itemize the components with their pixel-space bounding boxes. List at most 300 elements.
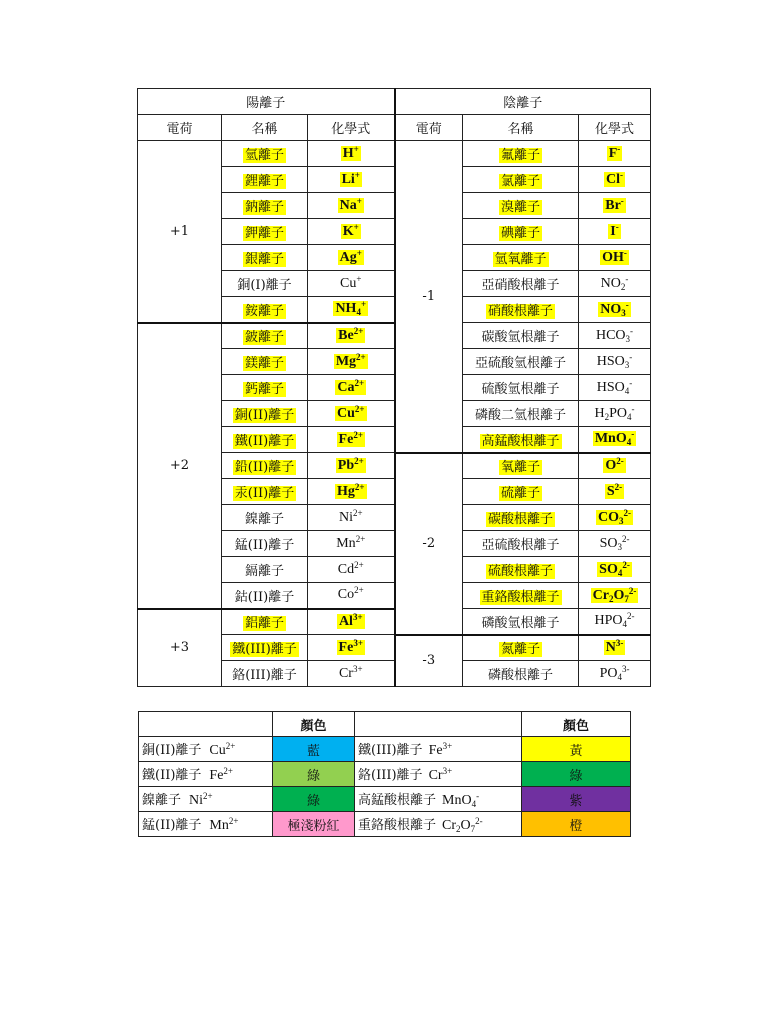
formula-part: Cu: [336, 405, 355, 421]
formula-part: 4: [626, 437, 632, 448]
formula-part: Br: [605, 197, 621, 213]
cation-name-text: 鈷(II)離子: [234, 589, 295, 605]
cation-formula: [308, 557, 395, 583]
cation-name: [222, 583, 308, 609]
formula-part: NH: [335, 301, 357, 317]
formula-part: Ca: [337, 379, 355, 395]
cation-name: [222, 245, 308, 271]
formula-part: 4: [471, 799, 477, 809]
cation-formula-text: [338, 663, 363, 681]
anion-name: [463, 453, 579, 479]
formula-part: S: [606, 483, 615, 499]
formula-part: Fe: [428, 743, 443, 758]
color-ion-left: [139, 812, 273, 837]
anion-formula-text: [595, 325, 634, 344]
formula-part: H: [342, 145, 354, 161]
anion-formula-text: [605, 481, 624, 499]
anion-name-text: 碳酸氫根離子: [481, 330, 560, 345]
formula-part: Cr: [592, 587, 609, 603]
formula-part: CO: [598, 509, 620, 525]
formula-part: 2+: [354, 585, 364, 596]
anion-formula: [579, 427, 651, 453]
color-header-left: 顏色: [273, 712, 355, 737]
anion-name-text: 氯離子: [501, 174, 541, 189]
color-ion-right: [355, 737, 522, 762]
formula-part: 2: [620, 281, 626, 292]
formula-part: F: [608, 145, 618, 161]
formula-part: H: [594, 405, 605, 421]
formula-part: SO: [599, 561, 618, 577]
cation-charge: +3: [138, 609, 222, 687]
formula-part: 4: [627, 411, 632, 422]
anion-name-text: 氟離子: [501, 148, 541, 163]
anion-formula-text: [600, 247, 629, 265]
formula-part: SO: [599, 535, 618, 551]
anion-formula-text: [607, 143, 623, 161]
color-ion-formula: [442, 818, 483, 833]
formula-part: Pb: [337, 457, 355, 473]
anion-formula: [579, 193, 651, 219]
color-ion-name: 鐵(III)離子: [358, 743, 423, 758]
color-ion-left: [139, 787, 273, 812]
formula-part: HSO: [596, 379, 625, 395]
anion-formula-text: [597, 559, 632, 578]
formula-part: NO: [600, 275, 621, 291]
formula-part: Cl: [606, 171, 621, 187]
cation-name-text: 鉀離子: [244, 226, 284, 241]
color-table-body: [139, 737, 631, 837]
anion-formula: [579, 453, 651, 479]
formula-part: 3: [624, 359, 630, 370]
formula-part: N: [605, 639, 616, 655]
anion-formula: [579, 661, 651, 687]
color-table-blank-right: [355, 712, 522, 737]
color-ion-formula: [209, 743, 235, 758]
cation-formula: [308, 635, 395, 661]
cation-charge-header: 電荷: [138, 115, 222, 141]
formula-part: Mn: [336, 535, 356, 551]
cation-formula: [308, 479, 395, 505]
formula-part: +: [356, 195, 362, 206]
color-ion-name: 錳(II)離子: [142, 818, 202, 833]
anion-formula: [579, 479, 651, 505]
color-ion-formula: [442, 793, 479, 808]
cation-name: [222, 219, 308, 245]
formula-part: 3-: [615, 637, 624, 648]
formula-part: 3+: [442, 766, 453, 776]
formula-part: 2+: [225, 741, 236, 751]
table-row: [139, 737, 631, 762]
anion-formula: [579, 583, 651, 609]
anion-name-text: 磷酸二氫根離子: [475, 408, 567, 423]
formula-part: Cr: [428, 768, 443, 783]
cation-name-text: 鈣離子: [244, 382, 284, 397]
formula-part: Fe: [209, 768, 224, 783]
anion-formula-text: [599, 663, 630, 682]
formula-part: 2+: [354, 377, 365, 388]
formula-part: 2+: [353, 325, 364, 336]
cation-name: [222, 349, 308, 375]
cation-formula-text: [336, 455, 366, 473]
formula-part: 2+: [352, 507, 363, 518]
anion-name: [463, 193, 579, 219]
anion-name: [463, 661, 579, 687]
color-swatch-right: 綠: [522, 762, 631, 787]
cation-name: [222, 375, 308, 401]
cation-name-text: 銨離子: [244, 303, 284, 319]
cation-formula: [308, 245, 395, 271]
formula-part: 3: [625, 333, 631, 344]
color-ion-name: 鐵(II)離子: [142, 768, 202, 783]
anion-header: 陰離子: [395, 89, 651, 115]
cation-name-text: 銅(II)離子: [234, 408, 295, 423]
formula-part: 2-: [627, 611, 635, 622]
anion-formula-header: 化學式: [579, 115, 651, 141]
formula-part: Cr: [442, 818, 457, 833]
formula-part: Cu: [209, 743, 226, 758]
formula-part: Fe: [338, 639, 354, 655]
anion-formula-text: [591, 585, 639, 604]
cation-name: [222, 297, 308, 323]
formula-part: O: [605, 457, 617, 473]
cation-formula: [308, 531, 395, 557]
anion-name: [463, 323, 579, 349]
anion-formula-text: [599, 533, 630, 552]
formula-part: PO: [609, 405, 628, 421]
table-row: [139, 812, 631, 837]
anion-formula: [579, 401, 651, 427]
anion-name: [463, 401, 579, 427]
anion-formula: [579, 375, 651, 401]
formula-part: 4: [617, 671, 622, 682]
cation-formula-text: [337, 611, 365, 629]
cation-name: [222, 427, 308, 453]
color-ion-right: [355, 812, 522, 837]
anion-name-text: 亞硫酸根離子: [481, 538, 560, 553]
color-swatch-right: 紫: [522, 787, 631, 812]
cation-formula-text: [338, 507, 363, 525]
anion-formula-text: [600, 273, 629, 292]
color-table-blank-left: [139, 712, 273, 737]
anion-name-text: 溴離子: [501, 200, 541, 215]
cation-name-text: 鉻(III)離子: [232, 668, 297, 683]
formula-part: 4: [356, 307, 361, 318]
cation-formula-text: [334, 351, 368, 369]
anion-name: [463, 531, 579, 557]
formula-part: Ni: [189, 793, 204, 808]
table-row: [139, 787, 631, 812]
cation-name: [222, 479, 308, 505]
formula-part: Mn: [209, 818, 229, 833]
formula-part: HSO: [596, 353, 625, 369]
cation-formula-text: [336, 325, 365, 343]
cation-formula-text: [337, 429, 365, 447]
cation-formula: [308, 505, 395, 531]
cation-charge: +1: [138, 141, 222, 323]
formula-part: 2+: [354, 403, 365, 414]
formula-part: 3: [621, 307, 626, 318]
anion-formula: [579, 271, 651, 297]
formula-part: Al: [338, 613, 353, 629]
anion-name: [463, 557, 579, 583]
color-ion-formula: [429, 768, 453, 783]
cation-formula: [308, 271, 395, 297]
formula-part: 3+: [352, 663, 363, 674]
cation-formula: [308, 583, 395, 609]
cation-name-text: 銅(I)離子: [237, 278, 292, 293]
formula-part: HPO: [594, 613, 623, 629]
cation-formula: [308, 349, 395, 375]
color-ion-formula: [189, 793, 213, 808]
formula-part: -: [631, 403, 635, 414]
color-ion-formula: [209, 818, 238, 833]
cation-formula-text: [336, 533, 366, 551]
anion-name-text: 碘離子: [501, 226, 541, 241]
cation-formula-text: [341, 143, 361, 161]
anion-formula-text: [603, 455, 625, 473]
anion-name-text: 氫氧離子: [494, 252, 547, 267]
anion-name-text: 亞硫酸氫根離子: [475, 356, 567, 371]
anion-name: [463, 375, 579, 401]
formula-part: -: [625, 299, 629, 310]
formula-part: -: [623, 247, 627, 258]
formula-part: 2+: [354, 455, 364, 466]
color-ion-formula: [209, 768, 233, 783]
anion-formula-text: [604, 169, 625, 187]
formula-part: 2-: [622, 559, 630, 570]
cation-formula: [308, 661, 395, 687]
color-swatch-left: 綠: [273, 762, 355, 787]
anion-formula: [579, 349, 651, 375]
cation-name: [222, 505, 308, 531]
formula-part: 2: [604, 411, 610, 422]
cation-formula: [308, 323, 395, 349]
formula-part: MnO: [442, 793, 472, 808]
anion-formula-text: [595, 613, 635, 628]
formula-part: 2+: [354, 481, 365, 492]
cation-name-text: 汞(II)離子: [234, 486, 295, 501]
formula-part: Co: [337, 587, 355, 603]
color-ion-right: [355, 787, 522, 812]
color-ion-name: 鉻(III)離子: [358, 768, 423, 783]
table-row: [138, 323, 651, 349]
anion-formula: [579, 219, 651, 245]
cation-formula: [308, 401, 395, 427]
ion-table-body: [138, 141, 651, 687]
color-swatch-left: 綠: [273, 787, 355, 812]
cation-formula: [308, 219, 395, 245]
cation-formula-text: [341, 221, 361, 239]
formula-part: 2+: [355, 533, 366, 544]
cation-formula: [308, 193, 395, 219]
formula-part: Cu: [340, 275, 357, 291]
color-ion-left: [139, 737, 273, 762]
formula-part: 2: [608, 593, 614, 604]
cation-name-text: 鋁離子: [244, 616, 284, 632]
formula-part: O: [460, 818, 471, 833]
anion-formula-text: [596, 351, 633, 370]
anion-name-text: 氧離子: [501, 460, 541, 476]
anion-name: [463, 167, 579, 193]
formula-part: 2+: [353, 429, 363, 440]
anion-formula-text: [598, 299, 631, 318]
anion-formula: [579, 505, 651, 531]
cation-formula-text: [335, 481, 367, 499]
formula-part: 4: [617, 567, 623, 578]
formula-part: +: [354, 169, 360, 180]
formula-part: Be: [338, 327, 354, 343]
anion-name: [463, 141, 579, 167]
anion-formula: [579, 609, 651, 635]
anion-formula-text: [604, 637, 626, 655]
anion-name-text: 硝酸根離子: [488, 304, 554, 319]
anion-name: [463, 635, 579, 661]
cation-name: [222, 401, 308, 427]
cation-name-text: 鎂離子: [244, 356, 284, 371]
formula-part: 2-: [475, 816, 483, 826]
cation-name-text: 鎘離子: [244, 564, 284, 579]
cation-name-text: 鋰離子: [244, 174, 284, 189]
color-ion-left: [139, 762, 273, 787]
cation-formula-text: [335, 403, 367, 421]
formula-part: 7: [470, 824, 476, 834]
cation-formula: [308, 375, 395, 401]
formula-part: 2+: [223, 766, 233, 776]
cation-formula: [308, 609, 395, 635]
anion-name-text: 碳酸根離子: [488, 512, 554, 527]
cation-name: [222, 557, 308, 583]
color-ion-right: [355, 762, 522, 787]
formula-part: Li: [341, 171, 355, 187]
color-ion-name: 重鉻酸根離子: [358, 818, 437, 833]
table-row: [138, 141, 651, 167]
formula-part: NO: [600, 301, 622, 317]
anion-formula: [579, 557, 651, 583]
formula-part: 2-: [623, 507, 632, 518]
anion-formula-text: [594, 403, 635, 422]
cation-formula: [308, 427, 395, 453]
formula-part: 4: [624, 385, 630, 396]
formula-part: 2+: [228, 816, 239, 826]
anion-name: [463, 427, 579, 453]
anion-formula: [579, 531, 651, 557]
formula-part: O: [613, 587, 625, 603]
formula-part: -: [625, 273, 629, 284]
formula-part: Cr: [338, 665, 353, 681]
cation-name: [222, 141, 308, 167]
cation-formula-text: [338, 195, 364, 213]
cation-formula: [308, 297, 395, 323]
table-row: [139, 762, 631, 787]
cation-formula: [308, 453, 395, 479]
color-header-right: 顏色: [522, 712, 631, 737]
cation-formula-text: [337, 637, 365, 655]
cation-name: [222, 531, 308, 557]
anion-name: [463, 505, 579, 531]
cation-formula: [308, 141, 395, 167]
formula-part: -: [629, 351, 633, 362]
color-ion-formula: [429, 743, 453, 758]
formula-part: MnO: [594, 431, 627, 447]
cation-name: [222, 609, 308, 635]
cation-name-text: 氫離子: [244, 148, 284, 163]
formula-part: 2-: [621, 533, 630, 544]
anion-formula-text: [608, 221, 620, 239]
anion-charge: -2: [395, 453, 463, 635]
anion-formula-text: [603, 195, 626, 213]
cation-formula-header: 化學式: [308, 115, 395, 141]
cation-name-text: 鐵(III)離子: [232, 642, 297, 657]
cation-name-text: 鈹離子: [244, 330, 284, 346]
anion-name: [463, 219, 579, 245]
anion-name-text: 高錳酸根離子: [481, 433, 560, 449]
cation-formula: [308, 167, 395, 193]
cation-name: [222, 453, 308, 479]
cation-formula-text: [340, 169, 362, 187]
anion-name-text: 硫離子: [501, 486, 541, 501]
formula-part: +: [356, 273, 362, 284]
cation-name: [222, 661, 308, 687]
anion-name-header: 名稱: [463, 115, 579, 141]
anion-formula-text: [596, 507, 633, 526]
formula-part: Ni: [338, 509, 353, 525]
anion-charge-header: 電荷: [395, 115, 463, 141]
anion-formula: [579, 323, 651, 349]
formula-part: Ag: [339, 249, 357, 265]
formula-part: 2+: [356, 351, 366, 362]
anion-name: [463, 245, 579, 271]
anion-name: [463, 479, 579, 505]
cation-name-text: 銀離子: [244, 252, 284, 267]
anion-name-text: 磷酸根離子: [488, 668, 554, 683]
formula-part: +: [353, 221, 359, 232]
anion-name: [463, 297, 579, 323]
anion-formula-text: [596, 377, 633, 396]
formula-part: 3+: [442, 741, 453, 751]
anion-formula: [579, 297, 651, 323]
formula-part: -: [630, 325, 634, 336]
formula-part: Na: [339, 197, 357, 213]
formula-part: 3+: [353, 637, 363, 648]
color-swatch-right: 黃: [522, 737, 631, 762]
cation-name-text: 鎳離子: [244, 512, 284, 527]
formula-part: 2+: [354, 559, 364, 570]
formula-part: HCO: [595, 327, 626, 343]
formula-part: 2: [456, 824, 461, 834]
cation-formula-text: [338, 587, 364, 602]
anion-name-text: 氮離子: [501, 642, 541, 658]
formula-part: Fe: [338, 431, 354, 447]
color-ion-name: 高錳酸根離子: [358, 793, 437, 808]
formula-part: PO: [599, 665, 618, 681]
cation-name-text: 鐵(II)離子: [234, 434, 295, 449]
formula-part: K: [342, 223, 354, 239]
color-ion-name: 鎳離子: [142, 793, 182, 808]
anion-name: [463, 583, 579, 609]
ion-table: [137, 88, 651, 687]
cation-charge: +2: [138, 323, 222, 609]
anion-formula-text: [593, 431, 636, 446]
formula-part: -: [615, 221, 619, 232]
color-table: [138, 711, 631, 837]
formula-part: 3: [619, 515, 624, 526]
formula-part: -: [617, 143, 621, 154]
formula-part: 2-: [628, 585, 637, 596]
anion-name-text: 磷酸氫根離子: [481, 615, 560, 631]
cation-formula-text: [340, 273, 362, 291]
cation-name: [222, 271, 308, 297]
formula-part: -: [620, 169, 624, 180]
